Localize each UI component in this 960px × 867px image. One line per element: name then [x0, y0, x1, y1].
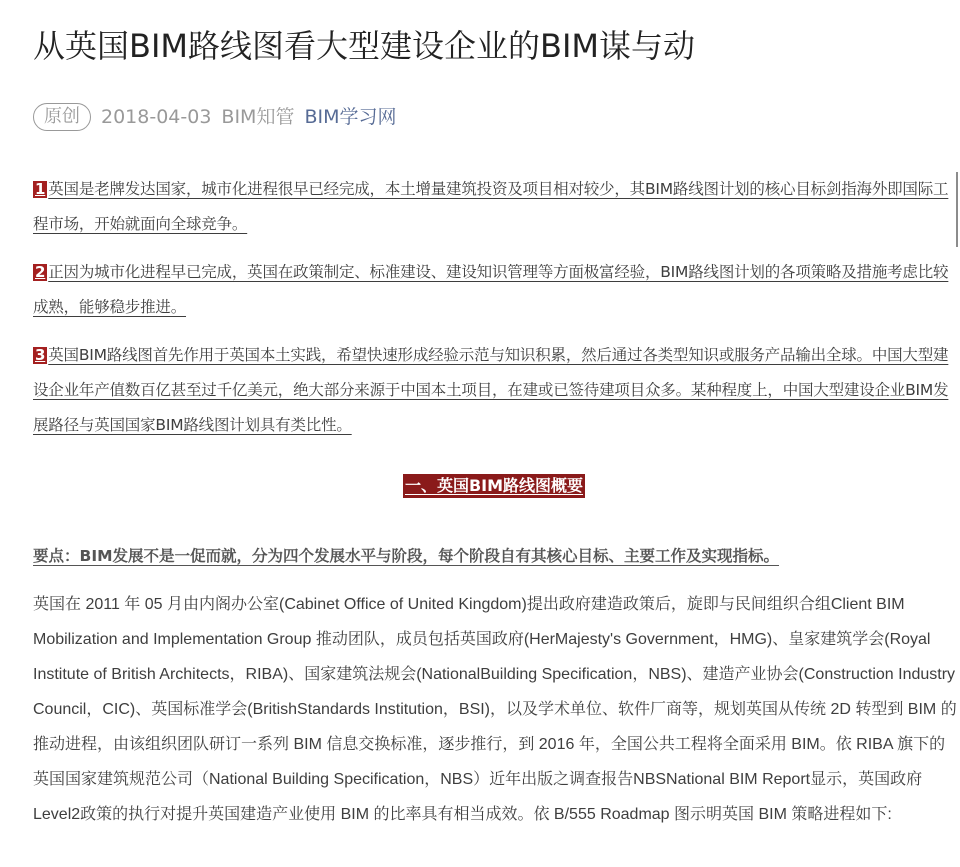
point-paragraph-3	[33, 338, 955, 443]
point-text: 正因为城市化进程早已完成，英国在政策制定、标准建设、建设知识管理等方面极富经验，BIM路线图计划的各项策略及措施考虑比较成熟，能够稳步推进。	[33, 263, 949, 316]
account-link[interactable]: BIM学习网	[304, 106, 397, 128]
point-paragraph-2	[33, 255, 955, 325]
point-text: 英国BIM路线图首先作用于英国本土实践，希望快速形成经验示范与知识积累，然后通过各类型知识或服务产品输出全球。中国大型建设企业年产值数百亿甚至过千亿美元，绝大部分来源于中国本土项目，在建或已签待建项目众多。某种程度上，中国大型建设企业BIM发展路径与英国国家BIM路线图计划具有类比性。	[33, 346, 949, 434]
body-paragraph: 英国在 2011 年 05 月由内阁办公室(Cabinet Office of United Kingdom)提出政府建造政策后，旋即与民间组织合组Client BIM Mobilization and Implementation Group 推动团队，成员包括英国政府(HerMajesty's Government，HMG)、皇家建筑学会(Royal Institute of British Architects，RIBA)、国家建筑法规会(NationalBuilding Specification，NBS)、建造产业协会(Construction Industry Council，CIC)、英国标准学会(BritishStandards Institution，BSI)，以及学术单位、软件厂商等，规划英国从传统 2D 转型到 BIM 的推动进程，由该组织团队研订一系列 BIM 信息交换标准，逐步推行，到 2016 年，全国公共工程将全面采用 BIM。依 RIBA 旗下的英国国家建筑规范公司（National Building Specification，NBS）近年出版之调查报告NBSNational BIM Report显示，英国政府Level2政策的执行对提升英国建造产业使用 BIM 的比率具有相当成效。依 B/555 Roadmap 图示明英国 BIM 策略进程如下:	[33, 596, 957, 823]
point-number-badge: 1	[35, 180, 46, 198]
publish-date: 2018-04-03	[101, 106, 212, 128]
original-tag: 原创	[33, 103, 91, 131]
article-meta	[33, 100, 397, 134]
section-heading-row	[33, 474, 955, 498]
point-paragraph-1	[33, 172, 955, 242]
point-text: 英国是老牌发达国家，城市化进程很早已经完成，本土增量建筑投资及项目相对较少，其BIM路线图计划的核心目标剑指海外即国际工程市场，开始就面向全球竞争。	[33, 180, 949, 233]
point-number-badge: 3	[35, 346, 46, 364]
author-name: BIM知管	[221, 106, 295, 128]
page-edge-divider	[956, 172, 958, 247]
section-heading: 一、英国BIM路线图概要	[403, 474, 585, 498]
key-point-text: 要点：BIM发展不是一促而就，分为四个发展水平与阶段，每个阶段自有其核心目标、主要工作及实现指标。	[33, 547, 780, 565]
article-title: 从英国BIM路线图看大型建设企业的BIM谋与动	[33, 27, 696, 65]
point-number-badge: 2	[35, 263, 46, 281]
key-point	[33, 540, 955, 572]
